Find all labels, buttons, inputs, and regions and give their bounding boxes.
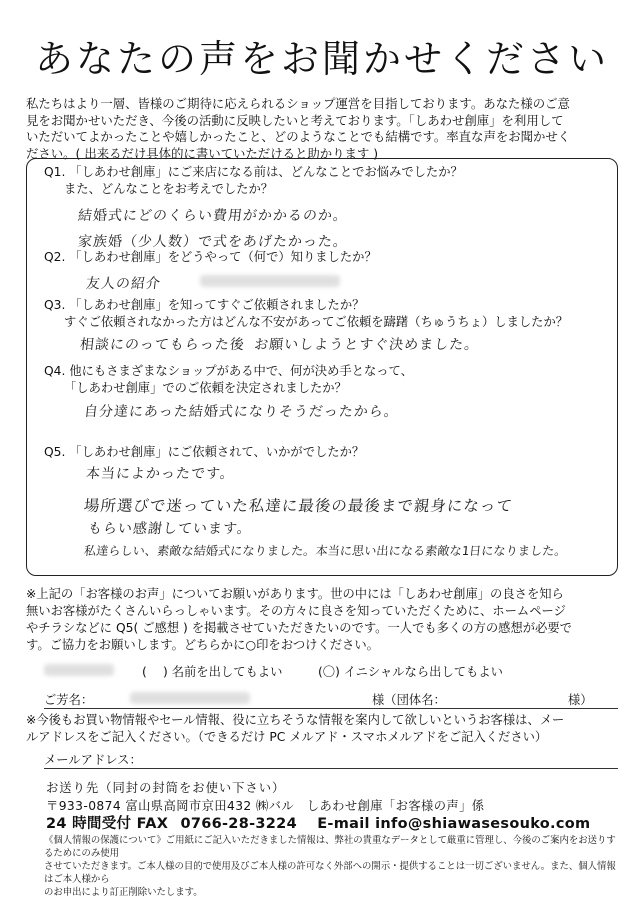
intro-line: 私たちはより一層、皆様のご期待に応えられるショップ運営を目指しております。あなた様のご意 (26, 96, 570, 111)
choice-full-name[interactable]: ( ) 名前を出してもよい (142, 665, 283, 679)
question-1-sub: また、どんなことをお考えでしたか？ (64, 182, 274, 196)
name-label: ご芳名： (44, 693, 94, 707)
email-address[interactable]: E-mail info@shiawasesouko.com (317, 816, 591, 832)
note-line: ※上記の「お客様のお声」についてお願いがあります。世の中には「しあわせ創庫」の良さを知ら (26, 587, 564, 601)
question-3: Q3. 「しあわせ創庫」を知ってすぐご依頼されましたか？ (44, 298, 365, 312)
send-address: 〒933-0874 富山県高岡市京田432 ㈱バル しあわせ創庫「お客様の声」係 (46, 799, 485, 813)
email-label: メールアドレス： (44, 753, 142, 767)
intro-line: いただいてよかったことや嬉しかったこと、どのようなことでも結構です。率直な声をお聞かせく (26, 129, 571, 144)
answer-5-cont[interactable]: 私達らしい、素敵な結婚式になりました。本当に思い出になる素敵な1日になりました。 (83, 544, 568, 558)
privacy-line: させていただきます。ご本人様の目的で使用及びご本人様の許可なく外部への開示・提供することは一切ございません。また、個人情報はご本人様から (44, 861, 616, 885)
redacted-text (44, 664, 114, 676)
note-line: す。ご協力をお願いします。どちらかに○印をおつけください。 (26, 638, 379, 652)
note-line: 無いお客様がたくさんいらっしゃいます。その方々に良さを知っていただくために、ホームページ (26, 604, 566, 618)
privacy-line: のお申出により訂正削除いたします。 (44, 887, 203, 898)
note-line: ※今後もお買い物情報やセール情報、役に立ちそうな情報を案内して欲しいというお客様は、メー (26, 713, 565, 727)
question-4-sub: 「しあわせ創庫」でのご依頼を決定されましたか？ (64, 381, 347, 395)
intro-text (26, 96, 622, 162)
fax-label: 24 時間受付 FAX (46, 816, 169, 832)
send-to-label: お送り先（同封の封筒をお使い下さい） (46, 781, 286, 795)
answer-4[interactable]: 自分達にあった結婚式になりそうだったから。 (83, 404, 400, 420)
fax-number[interactable]: 0766-28-3224 (180, 816, 297, 832)
page-title: あなたの声をお聞かせください (34, 37, 609, 81)
question-1: Q1. 「しあわせ創庫」にご来店になる前は、どんなことでお悩みでしたか？ (44, 165, 463, 179)
question-2: Q2. 「しあわせ創庫」をどうやって（何で）知りましたか？ (44, 250, 377, 264)
answer-1[interactable]: 結婚式にどのくらい費用がかかるのか。 (77, 208, 349, 224)
answer-5-cont[interactable]: 場所選びで迷っていた私達に最後の最後まで親身になって (82, 497, 514, 515)
redacted-name (130, 692, 250, 704)
question-5: Q5. 「しあわせ創庫」にご依頼されて、いかがでしたか？ (44, 445, 365, 459)
privacy-notice (44, 834, 622, 899)
mail-note (26, 712, 622, 746)
privacy-line: 《個人情報の保護について》ご用紙にご記入いただきました情報は、弊社の貴重なデータとして厳重に管理し、今後のご案内をお送りするためにのみ使用 (44, 835, 616, 859)
question-3-sub: すぐご依頼されなかった方はどんな不安があってご依頼を躊躇（ちゅうちょ）しましたか？ (64, 315, 569, 329)
answer-1-cont[interactable]: 家族婚（少人数）で式をあげたかった。 (77, 234, 349, 250)
intro-line: 見をお聞かせいただき、今後の活動に反映したいと考えております。「しあわせ創庫」を利用して (26, 112, 564, 128)
group-label-end: 様） (568, 693, 593, 707)
answer-5-cont[interactable]: もらい感謝しています。 (87, 521, 253, 537)
name-underline (44, 708, 618, 709)
redacted-text (200, 275, 340, 287)
group-label: 様（団体名： (372, 693, 446, 707)
note-line: ルアドレスをご記入ください。（できるだけ PC メルアド・スマホメルアドをご記入ください） (26, 730, 548, 744)
email-underline[interactable] (44, 768, 618, 769)
question-4: Q4. 他にもさまざまなショップがある中で、何が決め手となって、 (44, 364, 413, 378)
note-line: やチラシなどに Q5( ご感想 ) を掲載させていただきたいのです。一人でも多くの方の感想が必要で (26, 621, 572, 635)
consent-note (26, 586, 622, 654)
choice-initials[interactable]: (〇) イニシャルなら出してもよい (318, 665, 503, 679)
answer-2[interactable]: 友人の紹介 (85, 276, 162, 292)
answer-5[interactable]: 本当によかったです。 (85, 466, 236, 482)
answer-3[interactable]: 相談にのってもらった後 お願いしようとすぐ決めました。 (79, 337, 481, 353)
intro-line: ださい。( 出来るだけ具体的に書いていただけると助かります ) (26, 145, 379, 161)
fax-line (46, 812, 590, 833)
